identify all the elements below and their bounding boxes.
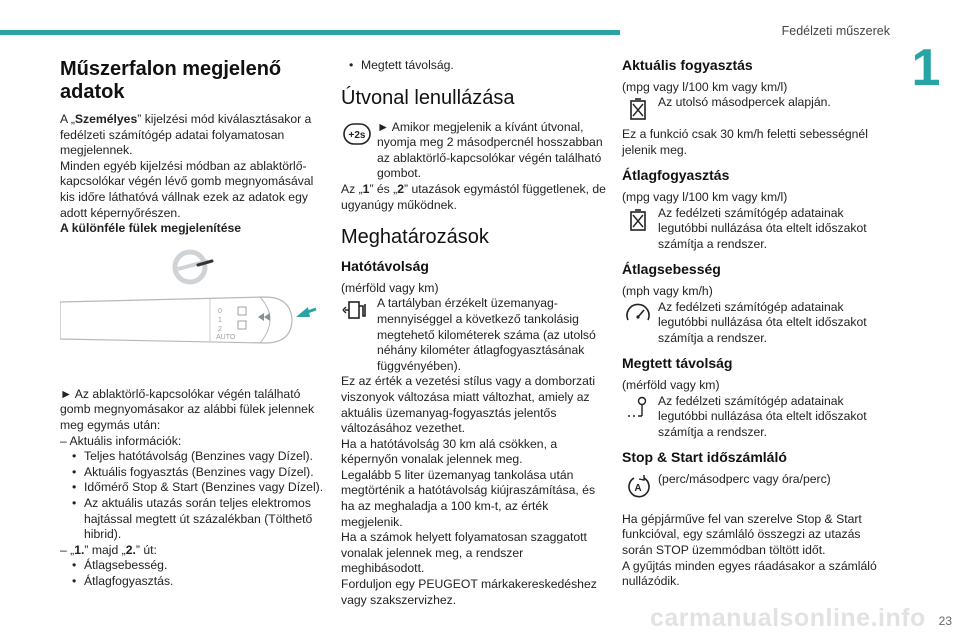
bullet-list bbox=[60, 449, 325, 543]
chapter-title: Fedélzeti műszerek bbox=[781, 24, 890, 38]
column-3 bbox=[622, 58, 890, 590]
fuel-consumption-icon bbox=[622, 95, 654, 123]
location-pin-icon bbox=[622, 394, 654, 422]
paragraph: Ha a számok helyett folyamatosan szaggatott vonalak jelennek meg, a rendszer meghibásodott. bbox=[341, 530, 587, 576]
unit-label: (mérföld vagy km) bbox=[622, 377, 720, 392]
paragraph: Ha a hatótávolság 30 km alá csökken, a képernyőn vonalak jelennek meg. bbox=[341, 436, 558, 467]
list-item: • Megtett távolság. bbox=[341, 58, 609, 74]
reset-instruction: +2s ► Amikor megjelenik a kívánt útvonal, nyomja meg 2 másodpercnél hosszabban az ablaktörlő-kapcsolókar végén található gombot. bbox=[341, 120, 609, 182]
dash-item: – „1.” majd „2.” út: bbox=[60, 542, 157, 557]
unit-label: (mph vagy km/h) bbox=[622, 283, 713, 298]
average-speed-definition: Az fedélzeti számítógép adatainak legutóbbi nullázása óta eltelt időszakot számítja a rendszer. bbox=[622, 300, 890, 347]
stop-start-icon bbox=[622, 472, 654, 500]
paragraph: Forduljon egy PEUGEOT márkakereskedéshez vagy szakszervizhez. bbox=[341, 577, 597, 607]
paragraph: A „Személyes” kijelzési mód kiválasztásakor a fedélzeti számítógép adatai folyamatosan megjelennek. bbox=[60, 112, 312, 158]
list-item: • Az aktuális utazás során teljes elektromos hajtással megtett út százalékban (Tölthető hibrid). bbox=[64, 496, 325, 543]
unit-label: (mpg vagy l/100 km vagy km/l) bbox=[622, 189, 788, 204]
speedometer-icon bbox=[622, 300, 654, 328]
svg-text:2: 2 bbox=[218, 325, 222, 333]
range-definition: A tartályban érzékelt üzemanyag-mennyiséggel a következő tankolásig megtehető kilométerek száma (az utolsó néhány kilométer átlagfogyasztásának függvényében). bbox=[341, 296, 609, 374]
list-item: • Átlagfogyasztás. bbox=[64, 574, 325, 590]
paragraph: Legalább 5 liter üzemanyag tankolása után megtörténik a hatótávolság kiújraszámítása, és ha az meghaladja a 100 km-t, az érték megjelenik. bbox=[341, 467, 596, 529]
distance-travelled-definition: Az fedélzeti számítógép adatainak legutóbbi nullázása óta eltelt időszakot számítja a rendszer. bbox=[622, 394, 890, 441]
subheading: Átlagsebesség bbox=[622, 261, 721, 278]
list-item: • Aktuális fogyasztás (Benzines vagy Dízel). bbox=[64, 465, 325, 481]
subheading: Megtett távolság bbox=[622, 355, 733, 372]
subheading: A különféle fülek megjelenítése bbox=[60, 221, 242, 236]
subheading: Átlagfogyasztás bbox=[622, 167, 730, 184]
section-heading: Útvonal lenullázása bbox=[341, 86, 515, 109]
page-number: 23 bbox=[938, 614, 952, 628]
paragraph: Ez az érték a vezetési stílus vagy a domborzati viszonyok változása miatt változhat, amiely az aktuális üzemanyag-fogyasztás jelentős változásához vezethet. bbox=[341, 374, 596, 436]
section-heading: Műszerfalon megjelenő adatok bbox=[60, 58, 282, 103]
paragraph: Ez a funkció csak 30 km/h feletti sebességnél jelenik meg. bbox=[622, 127, 868, 157]
unit-label: (mpg vagy l/100 km vagy km/l) bbox=[622, 79, 788, 94]
subheading: Aktuális fogyasztás bbox=[622, 57, 753, 73]
column-1 bbox=[60, 58, 325, 589]
paragraph: Az „1” és „2” utazások egymástól függetlenek, de ugyanúgy működnek. bbox=[341, 181, 606, 212]
subheading: Hatótávolság bbox=[341, 258, 429, 275]
bullet-list bbox=[60, 558, 325, 589]
svg-text:0: 0 bbox=[218, 307, 222, 315]
section-heading: Meghatározások bbox=[341, 226, 489, 249]
svg-text:A: A bbox=[634, 482, 642, 494]
bullet-list bbox=[341, 58, 609, 74]
paragraph: A gyűjtás minden egyes ráadásakor a számláló nullázódik. bbox=[622, 558, 877, 589]
hold-2s-icon bbox=[341, 120, 373, 148]
list-item: • Teljes hatótávolság (Benzines vagy Dízel). bbox=[64, 449, 325, 465]
fuel-pump-icon bbox=[341, 296, 373, 324]
svg-text:+2s: +2s bbox=[348, 129, 366, 141]
fuel-consumption-icon bbox=[622, 206, 654, 234]
list-item: • Átlagsebesség. bbox=[64, 558, 325, 574]
paragraph: ► Az ablaktörlő-kapcsolókar végén található gomb megnyomásakor az alábbi fülek jelennek meg egymás után: bbox=[60, 386, 315, 432]
current-consumption-definition: Az utolsó másodpercek alapján. bbox=[622, 95, 890, 127]
header-accent-bar bbox=[0, 30, 620, 35]
paragraph: Minden egyéb kijelzési módban az ablaktörlő-kapcsolókar végén lévő gomb megnyomásával kis időre láthatóvá vállnak ezek az adatok egy adott képernyőrészen. bbox=[60, 158, 314, 220]
subheading: Stop & Start időszámláló bbox=[622, 449, 787, 466]
list-item: • Időmérő Stop & Start (Benzines vagy Dízel). bbox=[64, 480, 325, 496]
svg-text:1: 1 bbox=[218, 316, 222, 324]
chapter-number: 1 bbox=[911, 39, 941, 97]
paragraph: Ha gépjárműve fel van szerelve Stop & Start funkcióval, egy számláló összegzi az utazás során STOP üzemmódban töltött időt. bbox=[622, 511, 862, 558]
average-consumption-definition: Az fedélzeti számítógép adatainak legutóbbi nullázása óta eltelt időszakot számítja a rendszer. bbox=[622, 206, 890, 253]
stop-start-timer-definition: A (perc/másodperc vagy óra/perc) bbox=[622, 472, 890, 504]
svg-text:AUTO: AUTO bbox=[216, 333, 236, 341]
dash-item: – Aktuális információk: bbox=[60, 433, 182, 448]
column-2 bbox=[341, 58, 609, 608]
watermark: carmanualsonline.info bbox=[650, 604, 926, 632]
wiper-stalk-illustration bbox=[60, 247, 325, 377]
unit-label: (mérföld vagy km) bbox=[341, 280, 439, 295]
